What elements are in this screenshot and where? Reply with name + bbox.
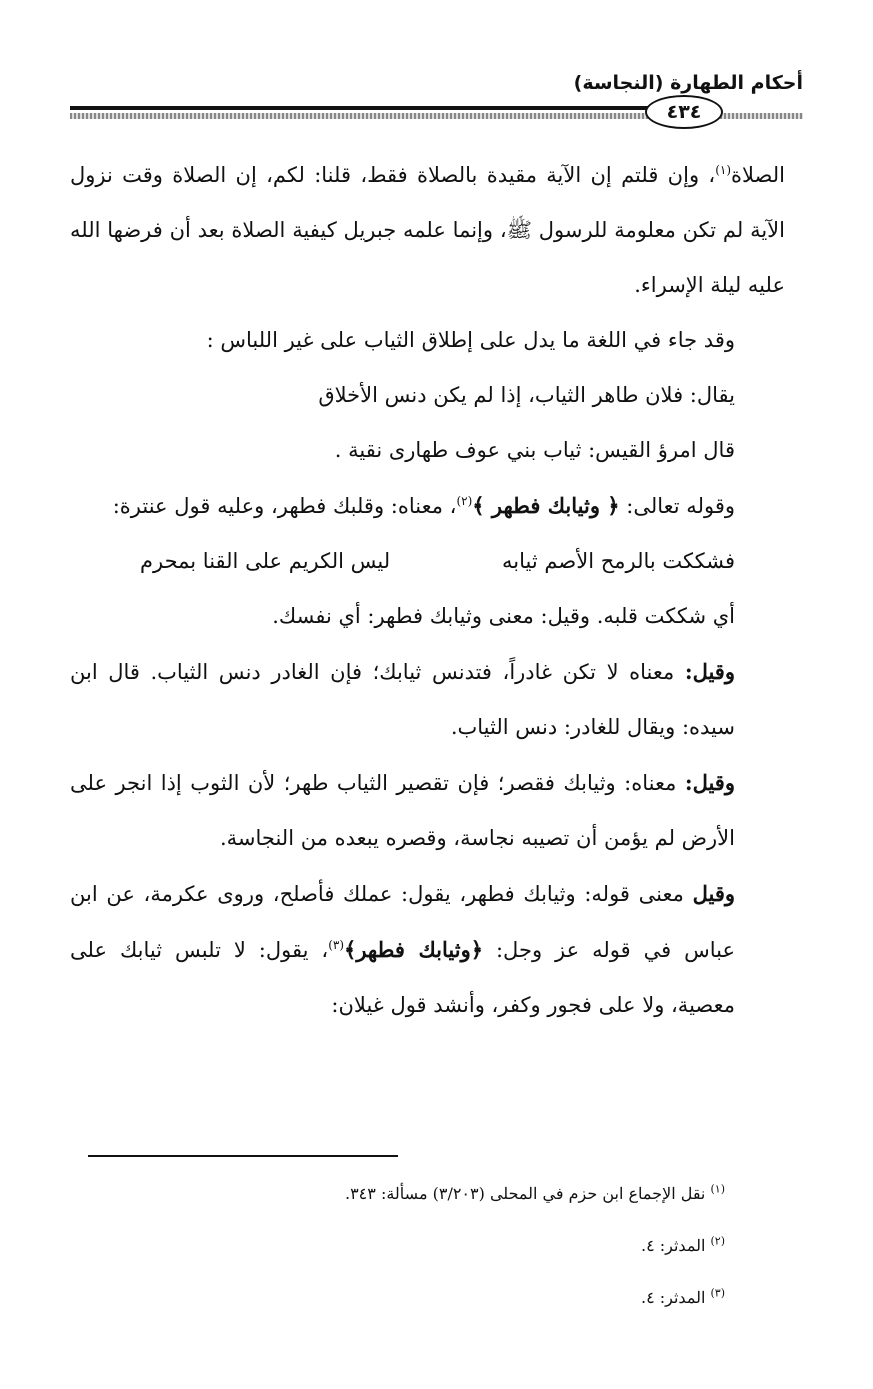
paragraph: أي شككت قلبه. وقيل: معنى وثيابك فطهر: أي نفسك. [272, 604, 735, 628]
header-hatch-rule-left [720, 113, 803, 119]
footnote-number: (٣) [710, 1286, 725, 1300]
text-run: معناه: وثيابك فقصر؛ فإن تقصير الثياب طهر؛ لأن الثوب إذا انجر على الأرض لم يؤمن أن تصيبه نجاسة، وقصره يبعده من النجاسة. [70, 771, 735, 850]
bold-lead: وقيل: [684, 770, 735, 795]
poem-line [70, 534, 785, 589]
poem-hemistich-left: ليس الكريم على القنا بمحرم [140, 549, 391, 573]
running-title: أحكام الطهارة (النجاسة) [573, 72, 803, 94]
bold-lead: وقيل [692, 881, 735, 906]
poem-hemistich-right: فشككت بالرمح الأصم ثيابه [502, 549, 735, 573]
paragraph [70, 478, 785, 534]
footnote-text: المدثر: ٤. [640, 1288, 706, 1307]
text-run: الصلاة [731, 163, 785, 187]
footnote-ref: (١) [715, 163, 732, 177]
quran-verse: ﴿ وثيابك فطهر ﴾ [472, 493, 620, 518]
text-run: معناه لا تكن غادراً، فتدنس ثيابك؛ فإن الغادر دنس الثياب. قال ابن سيده: ويقال للغادر: دنس الثياب. [70, 660, 735, 739]
footnote [70, 1168, 725, 1220]
footnote-text: المدثر: ٤. [640, 1236, 706, 1255]
page-header [70, 60, 803, 130]
footnote [70, 1272, 725, 1324]
page-number: ٤٣٤ [645, 95, 723, 129]
footnote-text: نقل الإجماع ابن حزم في المحلى (٣/٢٠٣) مسألة: ٣٤٣. [344, 1184, 706, 1203]
paragraph: وقد جاء في اللغة ما يدل على إطلاق الثياب على غير اللباس : [206, 328, 735, 352]
text-run: ، يقول: لا تلبس ثيابك على معصية، ولا على فجور وكفر، وأنشد قول غيلان: [70, 938, 735, 1017]
footnote-ref: (٣) [328, 938, 345, 952]
main-text [70, 148, 785, 1033]
footnote-number: (٢) [710, 1234, 725, 1248]
paragraph [70, 866, 785, 1033]
paragraph [70, 148, 785, 313]
paragraph [70, 644, 785, 755]
footnotes [70, 1168, 725, 1324]
quran-verse: ﴿وثيابك فطهر﴾ [344, 937, 484, 962]
footnote-number: (١) [710, 1182, 725, 1196]
paragraph: قال امرؤ القيس: ثياب بني عوف طهارى نقية . [334, 438, 735, 462]
header-hatch-rule [70, 113, 700, 119]
text-run: ، معناه: وقلبك فطهر، وعليه قول عنترة: [112, 494, 457, 518]
paragraph [70, 755, 785, 866]
bold-lead: وقيل: [684, 659, 735, 684]
text-run: وقوله تعالى: [619, 494, 735, 518]
text-run: ، وإن قلتم إن الآية مقيدة بالصلاة فقط، قلنا: لكم، إن الصلاة وقت نزول الآية لم تكن معلومة للرسول ﷺ، وإنما علمه جبريل كيفية الصلاة بعد أن فرضها الله عليه ليلة الإسراء. [70, 163, 785, 297]
footnote-ref: (٢) [456, 494, 473, 508]
header-rule [70, 106, 700, 110]
footnote [70, 1220, 725, 1272]
text-run: معنى قوله: وثيابك فطهر، يقول: عملك فأصلح، وروى عكرمة، عن ابن عباس في قوله عز وجل: [70, 882, 736, 962]
footnote-separator [88, 1155, 398, 1157]
paragraph: يقال: فلان طاهر الثياب، إذا لم يكن دنس الأخلاق [318, 383, 735, 407]
